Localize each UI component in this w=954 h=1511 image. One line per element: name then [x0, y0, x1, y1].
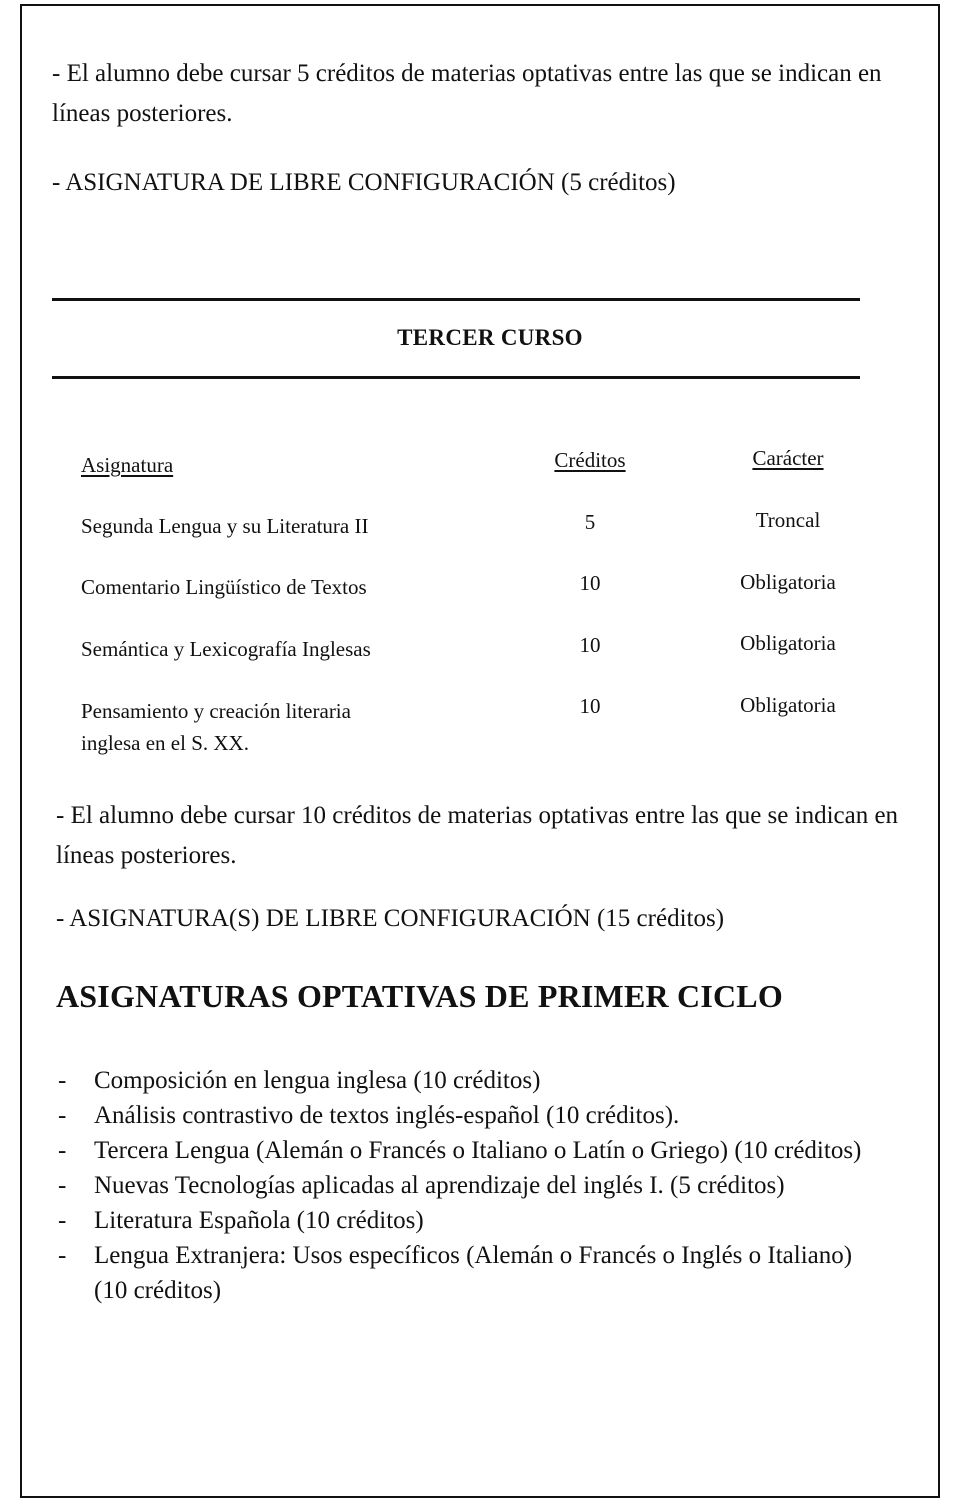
table-row-3-asignatura: Semántica y Lexicografía Inglesas [81, 637, 371, 661]
optativas-note-second-year: - El alumno debe cursar 5 créditos de materias optativas entre las que se indican en líneas posteriores. [52, 60, 882, 127]
table-row-3-caracter: Obligatoria [740, 631, 836, 655]
table-row-4-caracter: Obligatoria [740, 693, 836, 717]
course-title: TERCER CURSO [397, 325, 583, 350]
table-row-3-creditos: 10 [579, 633, 601, 657]
header-creditos: Créditos [554, 448, 626, 472]
list-item-text: Nuevas Tecnologías aplicadas al aprendizaje del inglés I. (5 créditos) [94, 1172, 785, 1199]
table-row-1-asignatura: Segunda Lengua y su Literatura II [81, 514, 369, 538]
list-item-text: Composición en lengua inglesa (10 créditos) [94, 1067, 541, 1094]
bullet-dash: - [58, 1067, 67, 1094]
header-caracter: Carácter [752, 446, 824, 470]
header-asignatura: Asignatura [81, 453, 174, 477]
list-item-text: Literatura Española (10 créditos) [94, 1207, 424, 1234]
list-item [58, 1133, 888, 1168]
bullet-dash: - [58, 1172, 67, 1199]
list-item [58, 1098, 888, 1133]
table-row-2-creditos: 10 [579, 571, 601, 595]
divider-top [52, 298, 860, 301]
list-item [58, 1168, 888, 1203]
divider-bottom [52, 376, 860, 379]
libre-configuracion-third-year: - ASIGNATURA(S) DE LIBRE CONFIGURACIÓN (15 créditos) [56, 905, 725, 932]
libre-configuracion-second-year: - ASIGNATURA DE LIBRE CONFIGURACIÓN (5 créditos) [52, 169, 676, 196]
list-item-text: Análisis contrastivo de textos inglés-español (10 créditos). [94, 1102, 680, 1129]
bullet-dash: - [58, 1242, 67, 1269]
table-row-1-caracter: Troncal [755, 508, 821, 532]
table-row-1-creditos: 5 [584, 510, 596, 534]
optativas-heading: ASIGNATURAS OPTATIVAS DE PRIMER CICLO [56, 978, 783, 1014]
bullet-dash: - [58, 1207, 67, 1234]
optativas-note-third-year: - El alumno debe cursar 10 créditos de materias optativas entre las que se indican en líneas posteriores. [56, 802, 899, 869]
table-row-2-caracter: Obligatoria [740, 570, 836, 594]
list-item [58, 1238, 888, 1308]
table-row-4-creditos: 10 [579, 694, 601, 718]
list-item [58, 1203, 888, 1238]
optativas-list [58, 1063, 888, 1308]
list-item-text: Tercera Lengua (Alemán o Francés o Italiano o Latín o Griego) (10 créditos) [94, 1137, 862, 1164]
bullet-dash: - [58, 1137, 67, 1164]
list-item-text: Lengua Extranjera: Usos específicos (Alemán o Francés o Inglés o Italiano) (10 créditos) [94, 1242, 853, 1304]
table-row-4-asignatura: Pensamiento y creación literaria inglesa en el S. XX. [81, 699, 351, 755]
bullet-dash: - [58, 1102, 67, 1129]
table-row-2-asignatura: Comentario Lingüístico de Textos [81, 575, 367, 599]
list-item [58, 1063, 888, 1098]
